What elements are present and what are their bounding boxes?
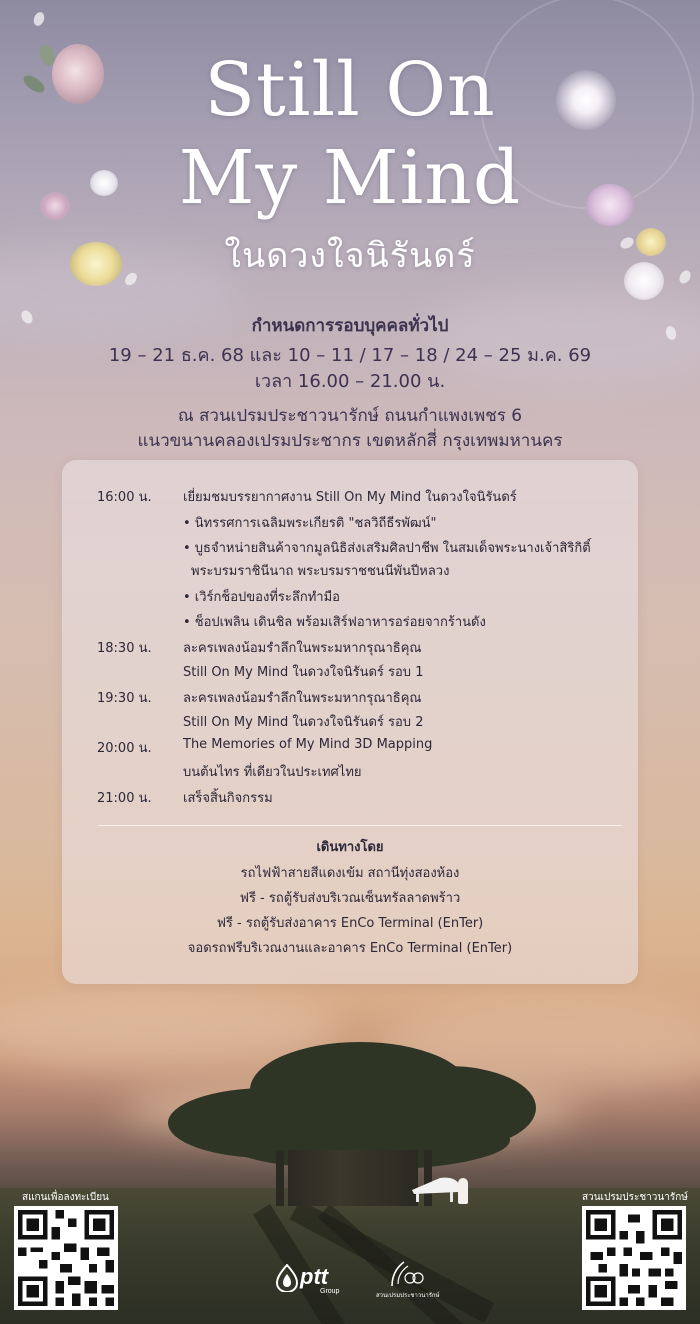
park-logo-caption: สวนเปรมประชาวนารักษ์ xyxy=(376,1292,440,1299)
qr-code-icon xyxy=(14,1206,118,1310)
agenda-panel xyxy=(62,460,638,984)
agenda-time: 19:30 น. xyxy=(97,691,152,706)
yellow-rose-icon xyxy=(70,242,122,286)
poster-title-thai: ในดวงใจนิรันดร์ xyxy=(224,236,476,276)
agenda-subitem: • ช็อปเพลิน เดินชิล พร้อมเสิร์ฟอาหารอร่อยจากร้านดัง xyxy=(183,615,486,630)
park-logo xyxy=(376,1258,440,1302)
agenda-item: เยี่ยมชมบรรยากาศงาน Still On My Mind ในดวงใจนิรันดร์ xyxy=(183,490,517,505)
white-flower-icon xyxy=(624,262,664,300)
ptt-logo xyxy=(276,1262,366,1298)
agenda-item: เสร็จสิ้นกิจกรรม xyxy=(183,791,273,806)
agenda-time: 16:00 น. xyxy=(97,490,152,505)
poster-title-line2: My Mind xyxy=(178,135,522,221)
registration-qr-code[interactable] xyxy=(14,1206,118,1310)
qr-right-label: สวนเปรมประชาวนารักษ์ xyxy=(582,1192,688,1203)
pianist-figure xyxy=(458,1178,468,1204)
ptt-group-label: Group xyxy=(320,1288,340,1295)
panel-divider xyxy=(98,825,622,826)
travel-option: ฟรี - รถตู้รับส่งบริเวณเซ็นทรัลลาดพร้าว xyxy=(239,891,461,906)
park-emblem-icon xyxy=(384,1258,424,1288)
agenda-time: 18:30 น. xyxy=(97,641,152,656)
event-time: เวลา 16.00 – 21.00 น. xyxy=(254,371,446,392)
agenda-item: ละครเพลงน้อมรำลึกในพระมหากรุณาธิคุณ xyxy=(183,691,422,706)
agenda-item: The Memories of My Mind 3D Mapping xyxy=(183,737,433,752)
agenda-item: Still On My Mind ในดวงใจนิรันดร์ รอบ 1 xyxy=(183,665,424,680)
agenda-subitem: • นิทรรศการเฉลิมพระเกียรติ "ชลวิถีธีรพัฒน์" xyxy=(183,516,437,531)
petal-icon xyxy=(618,235,635,251)
travel-option: ฟรี - รถตู้รับส่งอาคาร EnCo Terminal (EnTer) xyxy=(216,916,484,931)
qr-left-label: สแกนเพื่อลงทะเบียน xyxy=(22,1192,109,1203)
ptt-flame-icon xyxy=(276,1264,298,1292)
agenda-subitem: • บูธจำหน่ายสินค้าจากมูลนิธิส่งเสริมศิลปาชีพ ในสมเด็จพระนางเจ้าสิริกิติ์ xyxy=(183,541,591,556)
poster-title-line1: Still On xyxy=(204,47,496,133)
petal-icon xyxy=(32,11,46,28)
tree-root xyxy=(276,1150,284,1206)
park-qr-code[interactable] xyxy=(582,1206,686,1310)
agenda-time: 21:00 น. xyxy=(97,791,152,806)
venue-line2: แนวขนานคลองเปรมประชากร เขตหลักสี่ กรุงเทพมหานคร xyxy=(137,431,563,451)
ptt-wordmark: ptt xyxy=(300,1264,329,1289)
travel-option: รถไฟฟ้าสายสีแดงเข้ม สถานีทุ่งสองห้อง xyxy=(240,866,460,881)
agenda-item: Still On My Mind ในดวงใจนิรันดร์ รอบ 2 xyxy=(183,715,424,730)
petal-icon xyxy=(677,268,693,285)
agenda-subitem: • เวิร์กช็อปของที่ระลึกทำมือ xyxy=(183,590,340,605)
piano-icon xyxy=(410,1176,462,1202)
tree-trunk xyxy=(288,1150,418,1206)
qr-code-icon xyxy=(582,1206,686,1310)
travel-heading: เดินทางโดย xyxy=(316,840,384,855)
venue-line1: ณ สวนเปรมประชาวนารักษ์ ถนนกำแพงเพชร 6 xyxy=(177,406,523,426)
agenda-item: บนต้นไทร ที่เดียวในประเทศไทย xyxy=(183,765,362,780)
agenda-time: 20:00 น. xyxy=(97,741,152,756)
travel-option: จอดรถฟรีบริเวณงานและอาคาร EnCo Terminal (EnTer) xyxy=(187,941,513,956)
event-dates: 19 – 21 ธ.ค. 68 และ 10 – 11 / 17 – 18 / 24 – 25 ม.ค. 69 xyxy=(108,345,592,366)
schedule-heading: กำหนดการรอบบุคคลทั่วไป xyxy=(251,316,449,336)
agenda-item: ละครเพลงน้อมรำลึกในพระมหากรุณาธิคุณ xyxy=(183,641,422,656)
yellow-rose-icon xyxy=(636,228,666,256)
agenda-subitem: พระบรมราชินีนาถ พระบรมราชชนนีพันปีหลวง xyxy=(191,564,450,579)
